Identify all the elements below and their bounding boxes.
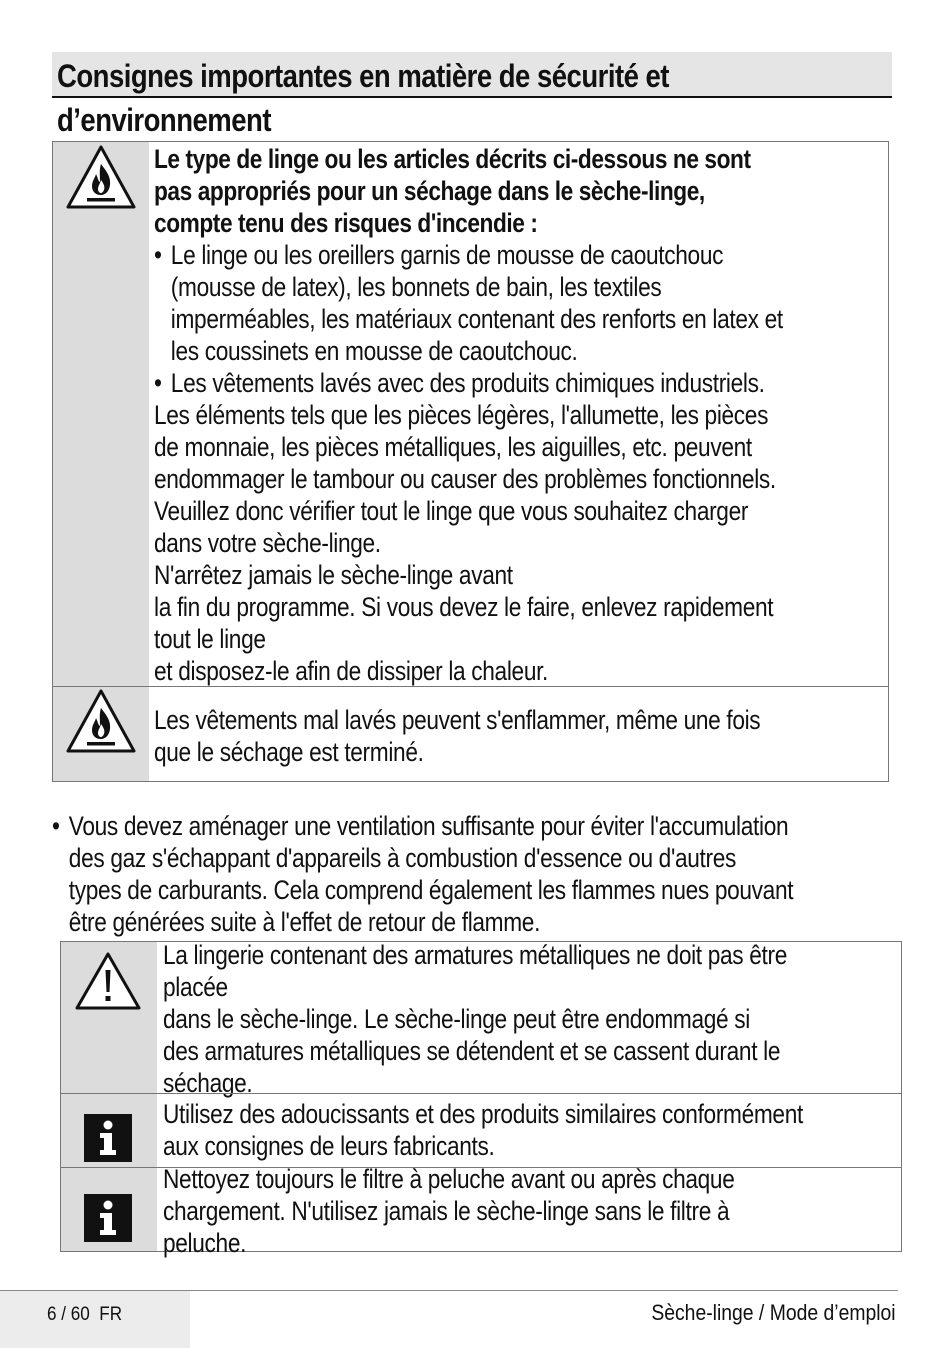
ventilation-bullet: • Vous devez aménager une ventilation suffisante pour éviter l'accumulation des gaz s'échappant d'appareils à combustion d'essence ou d'autres types de carburants. Cela comprend également les flammes nues pouvant être générées suite à l'effet de retour de flamme.	[52, 811, 794, 937]
caution-row	[61, 940, 901, 1098]
bullet-item: • Le linge ou les oreillers garnis de mousse de caoutchouc (mousse de latex), les bonnets de bain, les textiles imperméables, les matériaux contenant des renforts en latex et les coussinets en mousse de caoutchouc.	[154, 240, 783, 366]
info-row-2	[61, 1164, 901, 1258]
notice-box	[60, 940, 902, 1258]
warning-heading: Le type de linge ou les articles décrits ci-dessous ne sont pas appropriés pour un séchage dans le sèche-linge, compte tenu des risques d'incendie :	[154, 144, 751, 238]
info-row-1	[61, 1093, 901, 1167]
fire-warning-icon	[65, 688, 137, 754]
warning-row-2	[53, 686, 888, 782]
fire-warning-box	[52, 141, 889, 782]
info-2-text: Nettoyez toujours le filtre à peluche avant ou après chaque chargement. N'utilisez jamais le sèche-linge sans le filtre à peluche.	[163, 1164, 735, 1258]
warning-row-1	[53, 142, 888, 686]
info-icon	[83, 1193, 133, 1243]
page-title: Consignes importantes en matière de sécurité et d’environnement	[57, 58, 669, 138]
warning-2-text: Les vêtements mal lavés peuvent s'enflammer, même une fois que le séchage est terminé.	[154, 705, 761, 767]
document-title: Sèche-linge / Mode d’emploi	[651, 1300, 896, 1325]
info-icon	[83, 1113, 133, 1163]
warning-1-text	[154, 143, 783, 687]
bullet-item: • Les vêtements lavés avec des produits chimiques industriels.	[154, 368, 765, 398]
page-number: 6 / 60 FR	[47, 1304, 123, 1325]
warning-body: Les éléments tels que les pièces légères, l'allumette, les pièces de monnaie, les pièces métalliques, les aiguilles, etc. peuvent endommager le tambour ou causer des problèmes fonctionnels. Veuillez donc vérifier tout le linge que vous souhaitez charger dans votre sèche-linge. N'arrêtez jamais le sèche-linge avant la fin du programme. Si vous devez le faire, enlevez rapidement tout le linge et disposez-le afin de dissiper la chaleur.	[154, 400, 776, 686]
footer-divider	[0, 1290, 898, 1291]
caution-icon	[73, 950, 143, 1012]
caution-text: La lingerie contenant des armatures métalliques ne doit pas être placée dans le sèche-linge. Le sèche-linge peut être endommagé si des armatures métalliques se détendent et se cassent durant le séchage.	[163, 940, 788, 1098]
fire-warning-icon	[65, 144, 137, 210]
info-1-text: Utilisez des adoucissants et des produits similaires conformément aux consignes de leurs fabricants.	[163, 1099, 803, 1161]
